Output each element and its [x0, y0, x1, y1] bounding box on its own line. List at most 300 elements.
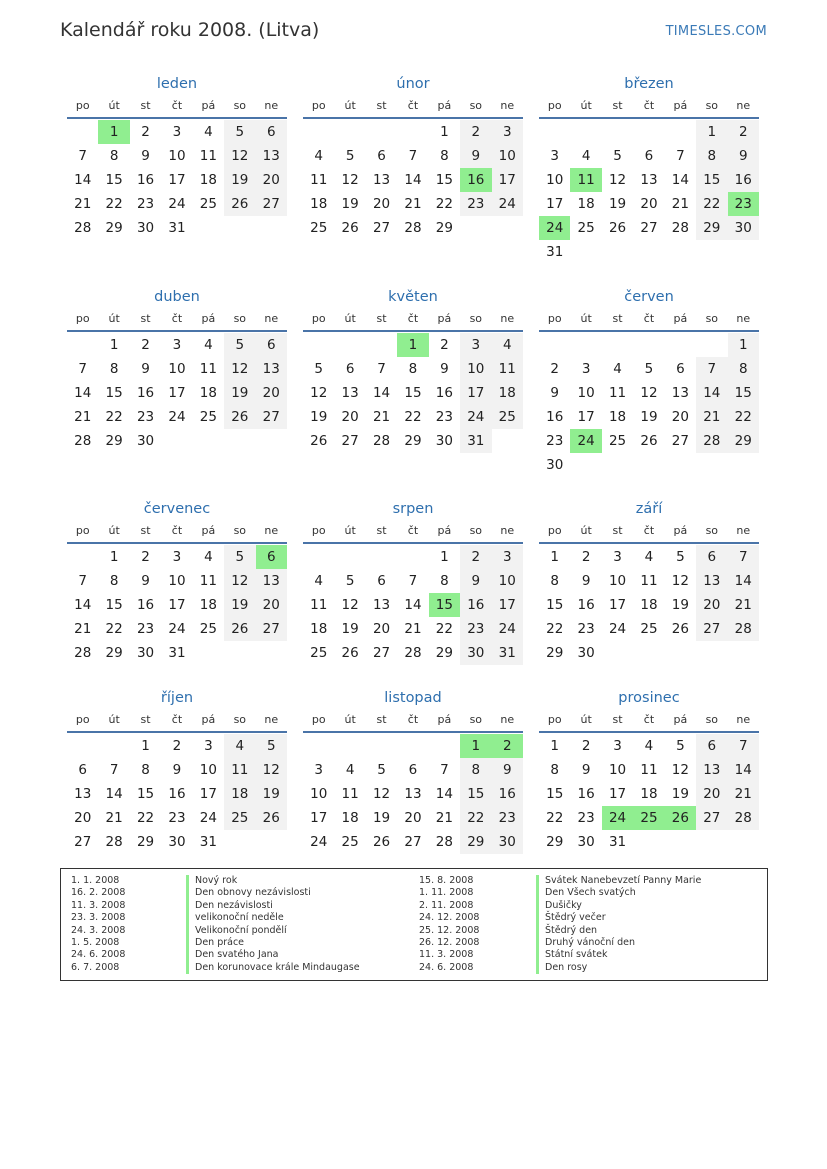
day-cell: 5: [377, 762, 386, 778]
day-cell: 27: [256, 192, 287, 216]
day-cell: 14: [728, 758, 759, 782]
weekday-header: [539, 308, 759, 332]
empty-cell: [602, 120, 633, 144]
day-cell: 8: [460, 758, 491, 782]
day-cell: 2: [460, 120, 491, 144]
day-cell: 11: [640, 573, 658, 589]
day-cell: 8: [550, 762, 559, 778]
weekday-label: út: [108, 99, 120, 112]
weekday-label: pá: [673, 312, 688, 325]
day-cell: 21: [404, 196, 422, 212]
day-cell: 12: [671, 573, 689, 589]
day-cell: 9: [460, 144, 491, 168]
weekday-label: ne: [264, 99, 279, 112]
day-cell: 15: [696, 168, 727, 192]
weekday-label: po: [547, 524, 562, 537]
day-cell: 14: [372, 385, 391, 401]
empty-cell: [67, 333, 98, 357]
weekday-label: so: [705, 524, 719, 537]
day-cell: 28: [404, 645, 422, 661]
holiday-day-cell: 2: [492, 734, 523, 758]
empty-cell: [366, 120, 397, 144]
weekday-label: ne: [736, 99, 751, 112]
day-cell: 12: [640, 385, 658, 401]
weekday-label: út: [108, 312, 120, 325]
day-cell: 22: [136, 810, 155, 826]
day-cell: 31: [168, 220, 186, 236]
empty-cell: [429, 734, 460, 758]
weekday-label: čt: [171, 312, 183, 325]
day-cell: 4: [314, 573, 323, 589]
weekday-label: pá: [201, 524, 216, 537]
day-cell: 29: [435, 220, 453, 236]
day-cell: 15: [136, 786, 155, 802]
empty-cell: [67, 120, 98, 144]
day-cell: 14: [105, 786, 123, 802]
day-cell: 1: [141, 738, 150, 754]
day-cell: 2: [460, 545, 491, 569]
weekday-label: so: [233, 524, 247, 537]
legend-holiday-name: Dušičky: [536, 900, 582, 912]
day-cell: 5: [224, 333, 255, 357]
day-cell: 20: [671, 409, 689, 425]
day-cell: 5: [224, 120, 255, 144]
day-cell: 4: [613, 361, 622, 377]
day-cell: 31: [492, 641, 523, 665]
day-cell: 27: [696, 617, 727, 641]
day-cell: 6: [256, 333, 287, 357]
weekday-label: út: [344, 524, 356, 537]
weekday-label: po: [311, 713, 326, 726]
day-cell: 14: [74, 172, 92, 188]
day-cell: 17: [460, 381, 491, 405]
day-cell: 20: [404, 810, 422, 826]
day-cell: 22: [696, 192, 727, 216]
day-cell: 13: [696, 569, 727, 593]
day-cell: 16: [168, 786, 186, 802]
day-cell: 4: [492, 333, 523, 357]
day-cell: 5: [224, 545, 255, 569]
day-cell: 12: [224, 357, 255, 381]
empty-cell: [539, 120, 570, 144]
day-cell: 8: [408, 361, 418, 377]
day-cell: 20: [696, 593, 727, 617]
legend-holiday-name: Den rosy: [536, 962, 587, 974]
day-cell: 27: [404, 834, 422, 850]
day-cell: 2: [141, 124, 150, 140]
empty-cell: [303, 120, 334, 144]
day-cell: 4: [581, 148, 591, 164]
day-cell: 7: [696, 357, 727, 381]
day-cell: 22: [546, 621, 564, 637]
legend-date: 16. 2. 2008: [71, 887, 126, 899]
holiday-day-cell: 1: [397, 333, 428, 357]
day-cell: 19: [224, 168, 255, 192]
weekday-label: út: [108, 524, 120, 537]
day-cell: 29: [105, 645, 123, 661]
legend-holiday-name: Státní svátek: [536, 949, 607, 961]
day-cell: 19: [608, 196, 627, 212]
day-cell: 12: [224, 144, 255, 168]
day-cell: 29: [435, 645, 453, 661]
day-cell: 24: [199, 810, 217, 826]
month-březen: [539, 73, 759, 264]
day-cell: 25: [341, 834, 359, 850]
empty-cell: [633, 333, 664, 357]
day-cell: 8: [109, 573, 119, 589]
weekday-label: pá: [437, 99, 452, 112]
weekday-label: st: [140, 312, 151, 325]
day-cell: 17: [608, 597, 627, 613]
day-cell: 29: [460, 830, 491, 854]
empty-cell: [366, 545, 397, 569]
day-cell: 8: [109, 361, 119, 377]
day-cell: 5: [345, 148, 355, 164]
month-name: září: [635, 501, 663, 517]
legend-holiday-name: Den korunovace krále Mindaugase: [186, 962, 360, 974]
day-cell: 23: [577, 621, 595, 637]
weekday-label: út: [108, 713, 120, 726]
weekday-label: po: [547, 713, 562, 726]
day-cell: 13: [256, 144, 287, 168]
day-cell: 19: [224, 593, 255, 617]
day-cell: 16: [136, 172, 155, 188]
month-name: červenec: [143, 501, 211, 517]
empty-cell: [397, 120, 428, 144]
day-cell: 12: [372, 786, 391, 802]
day-cell: 21: [74, 409, 92, 425]
day-cell: 7: [408, 573, 418, 589]
day-cell: 3: [314, 762, 323, 778]
day-cell: 24: [310, 834, 328, 850]
day-cell: 26: [224, 617, 255, 641]
day-cell: 22: [546, 810, 564, 826]
day-cell: 19: [310, 409, 328, 425]
weekday-label: st: [140, 524, 151, 537]
day-cell: 18: [577, 196, 595, 212]
day-cell: 29: [546, 645, 564, 661]
day-cell: 4: [345, 762, 355, 778]
day-cell: 1: [550, 549, 559, 565]
day-cell: 7: [109, 762, 119, 778]
day-cell: 10: [168, 361, 186, 377]
day-cell: 16: [546, 409, 564, 425]
day-cell: 22: [435, 621, 453, 637]
day-cell: 19: [372, 810, 391, 826]
day-cell: 28: [105, 834, 123, 850]
page-title: Kalendář roku 2008. (Litva): [60, 19, 320, 41]
day-cell: 17: [199, 786, 217, 802]
day-cell: 15: [105, 172, 123, 188]
day-cell: 20: [640, 196, 658, 212]
day-cell: 25: [608, 433, 627, 449]
day-cell: 14: [671, 172, 689, 188]
weekday-header: [67, 709, 287, 733]
empty-cell: [303, 734, 334, 758]
empty-cell: [366, 333, 397, 357]
day-grid: [539, 119, 759, 264]
day-cell: 22: [728, 405, 759, 429]
day-cell: 2: [550, 361, 559, 377]
weekday-label: so: [233, 99, 247, 112]
day-cell: 21: [74, 621, 92, 637]
month-únor: [303, 73, 523, 240]
day-cell: 24: [168, 409, 186, 425]
day-cell: 10: [577, 385, 595, 401]
day-cell: 26: [310, 433, 328, 449]
day-cell: 5: [676, 738, 685, 754]
day-cell: 11: [310, 172, 328, 188]
weekday-label: čt: [643, 524, 655, 537]
holiday-day-cell: 1: [460, 734, 491, 758]
day-cell: 3: [613, 549, 622, 565]
month-name: březen: [624, 76, 674, 92]
holiday-day-cell: 26: [665, 806, 696, 830]
day-cell: 29: [105, 220, 123, 236]
day-cell: 7: [78, 573, 87, 589]
weekday-label: čt: [171, 524, 183, 537]
day-cell: 10: [546, 172, 564, 188]
day-cell: 1: [109, 337, 119, 353]
day-cell: 5: [676, 549, 685, 565]
month-květen: [303, 286, 523, 453]
day-cell: 10: [608, 762, 627, 778]
day-cell: 20: [256, 381, 287, 405]
day-cell: 18: [640, 597, 658, 613]
legend-holiday-name: Den obnovy nezávislosti: [186, 887, 311, 899]
day-cell: 2: [728, 120, 759, 144]
day-cell: 12: [341, 597, 359, 613]
day-cell: 17: [168, 385, 186, 401]
day-cell: 26: [224, 405, 255, 429]
day-grid: [67, 332, 287, 453]
day-cell: 28: [671, 220, 689, 236]
legend-holiday-name: Den Všech svatých: [536, 887, 636, 899]
weekday-label: pá: [673, 713, 688, 726]
day-cell: 4: [644, 549, 654, 565]
weekday-label: st: [376, 713, 387, 726]
weekday-label: čt: [407, 99, 419, 112]
weekday-label: pá: [437, 713, 452, 726]
day-cell: 7: [377, 361, 386, 377]
day-grid: [67, 119, 287, 240]
weekday-header: [303, 308, 523, 332]
day-cell: 8: [550, 573, 559, 589]
day-cell: 23: [168, 810, 186, 826]
weekday-label: út: [580, 524, 592, 537]
month-name: listopad: [384, 690, 442, 706]
day-cell: 7: [78, 148, 87, 164]
legend-date: 25. 12. 2008: [419, 924, 480, 936]
weekday-label: út: [580, 312, 592, 325]
day-cell: 7: [408, 148, 418, 164]
day-cell: 15: [404, 385, 422, 401]
legend-holiday-name: Velikonoční pondělí: [186, 925, 287, 937]
day-cell: 28: [74, 433, 92, 449]
weekday-label: st: [376, 312, 387, 325]
day-cell: 17: [492, 168, 523, 192]
day-cell: 25: [492, 405, 523, 429]
weekday-label: čt: [407, 312, 419, 325]
day-cell: 31: [168, 645, 186, 661]
day-cell: 17: [168, 597, 186, 613]
day-cell: 26: [224, 192, 255, 216]
day-cell: 11: [492, 357, 523, 381]
empty-cell: [570, 333, 601, 357]
legend-date: 24. 3. 2008: [71, 924, 126, 936]
empty-cell: [334, 333, 365, 357]
day-cell: 3: [460, 333, 491, 357]
day-cell: 18: [341, 810, 359, 826]
day-grid: [539, 544, 759, 665]
weekday-label: po: [547, 99, 562, 112]
weekday-label: st: [612, 312, 623, 325]
day-grid: [303, 332, 523, 453]
day-cell: 16: [435, 385, 453, 401]
weekday-label: čt: [643, 312, 655, 325]
day-cell: 30: [136, 220, 155, 236]
brand-link[interactable]: TIMESLES.COM: [665, 24, 767, 39]
day-cell: 2: [141, 337, 150, 353]
month-name: červen: [624, 289, 674, 305]
day-cell: 19: [341, 196, 359, 212]
weekday-label: ne: [736, 713, 751, 726]
day-cell: 24: [492, 192, 523, 216]
day-cell: 30: [168, 834, 186, 850]
weekday-label: pá: [673, 99, 688, 112]
day-cell: 3: [172, 124, 182, 140]
day-cell: 4: [224, 734, 255, 758]
day-cell: 27: [372, 645, 391, 661]
day-cell: 6: [345, 361, 355, 377]
day-cell: 21: [435, 810, 453, 826]
weekday-label: ne: [500, 713, 515, 726]
weekday-label: čt: [643, 713, 655, 726]
weekday-label: út: [580, 99, 592, 112]
day-cell: 23: [435, 409, 453, 425]
day-cell: 20: [256, 593, 287, 617]
day-cell: 21: [74, 196, 92, 212]
day-cell: 24: [492, 617, 523, 641]
empty-cell: [98, 734, 129, 758]
month-name: leden: [156, 76, 198, 92]
day-cell: 8: [696, 144, 727, 168]
day-cell: 1: [696, 120, 727, 144]
day-cell: 22: [105, 196, 123, 212]
weekday-header: [303, 520, 523, 544]
month-name: srpen: [392, 501, 434, 517]
day-cell: 11: [310, 597, 328, 613]
empty-cell: [334, 120, 365, 144]
day-cell: 3: [172, 549, 182, 565]
month-name: duben: [154, 289, 200, 305]
day-cell: 10: [310, 786, 328, 802]
day-cell: 9: [728, 144, 759, 168]
weekday-label: út: [580, 713, 592, 726]
weekday-label: po: [75, 312, 90, 325]
day-cell: 1: [440, 549, 449, 565]
day-cell: 5: [613, 148, 622, 164]
weekday-label: ne: [736, 524, 751, 537]
day-cell: 30: [435, 433, 453, 449]
weekday-header: [67, 308, 287, 332]
day-cell: 11: [199, 148, 217, 164]
day-cell: 30: [728, 216, 759, 240]
day-cell: 28: [74, 220, 92, 236]
day-cell: 16: [460, 593, 491, 617]
day-cell: 13: [256, 569, 287, 593]
day-cell: 21: [696, 405, 727, 429]
day-cell: 10: [608, 573, 627, 589]
day-cell: 21: [728, 782, 759, 806]
weekday-label: ne: [500, 524, 515, 537]
day-cell: 17: [310, 810, 328, 826]
month-prosinec: [539, 687, 759, 854]
day-cell: 28: [404, 220, 422, 236]
day-cell: 24: [608, 621, 627, 637]
weekday-label: st: [140, 99, 151, 112]
day-cell: 9: [141, 148, 150, 164]
weekday-label: ne: [264, 312, 279, 325]
weekday-label: st: [140, 713, 151, 726]
empty-cell: [397, 545, 428, 569]
weekday-header: [303, 95, 523, 119]
day-grid: [539, 332, 759, 477]
day-cell: 9: [440, 361, 449, 377]
weekday-label: so: [469, 312, 483, 325]
day-cell: 2: [581, 738, 591, 754]
weekday-label: so: [469, 99, 483, 112]
month-leden: [67, 73, 287, 240]
weekday-label: čt: [407, 713, 419, 726]
day-cell: 23: [460, 192, 491, 216]
weekday-label: so: [233, 312, 247, 325]
day-cell: 16: [136, 597, 155, 613]
holiday-day-cell: 24: [570, 429, 601, 453]
day-cell: 31: [460, 429, 491, 453]
day-cell: 27: [341, 433, 359, 449]
day-cell: 30: [577, 645, 595, 661]
day-cell: 7: [728, 734, 759, 758]
day-cell: 13: [372, 172, 391, 188]
legend-date: 11. 3. 2008: [419, 949, 474, 961]
holiday-day-cell: 6: [256, 545, 287, 569]
day-cell: 6: [256, 120, 287, 144]
weekday-label: ne: [736, 312, 751, 325]
day-cell: 25: [310, 645, 328, 661]
day-cell: 9: [581, 573, 591, 589]
day-cell: 14: [404, 597, 422, 613]
day-cell: 21: [105, 810, 123, 826]
holiday-day-cell: 11: [570, 168, 601, 192]
day-cell: 26: [341, 220, 359, 236]
holiday-day-cell: 16: [460, 168, 491, 192]
day-cell: 20: [341, 409, 359, 425]
weekday-header: [539, 95, 759, 119]
day-cell: 23: [136, 409, 155, 425]
day-cell: 30: [492, 830, 523, 854]
day-cell: 4: [204, 337, 213, 353]
weekday-label: so: [233, 713, 247, 726]
day-cell: 9: [172, 762, 182, 778]
day-cell: 23: [546, 433, 564, 449]
empty-cell: [303, 545, 334, 569]
day-cell: 27: [74, 834, 92, 850]
weekday-header: [539, 520, 759, 544]
day-cell: 3: [581, 361, 591, 377]
empty-cell: [67, 734, 98, 758]
weekday-label: po: [75, 713, 90, 726]
